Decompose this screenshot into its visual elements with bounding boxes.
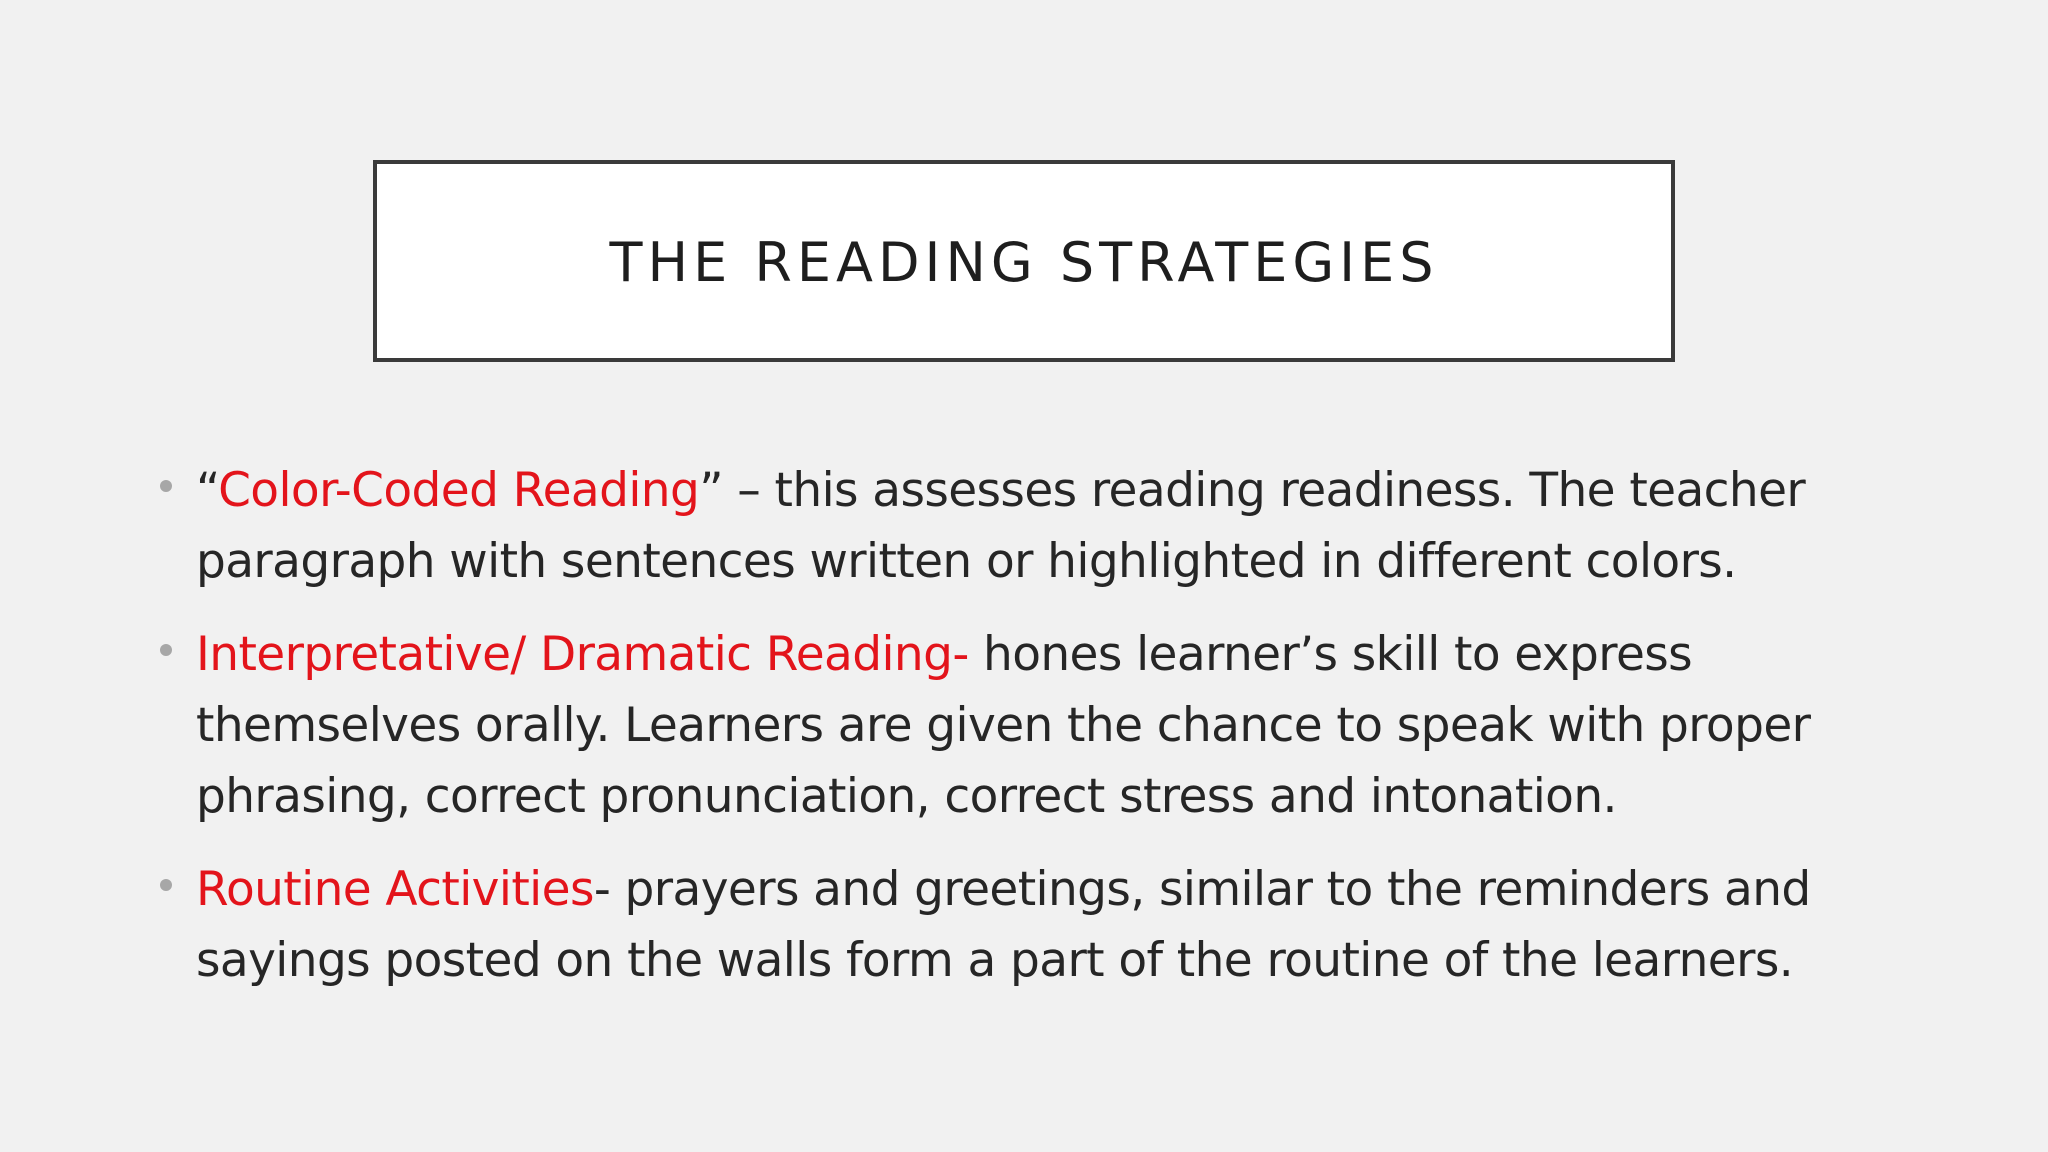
strategy-term: Color-Coded Reading — [218, 463, 700, 518]
bullet-dot-icon — [160, 644, 172, 656]
bullet-dot-icon — [160, 480, 172, 492]
strategy-description: ” – this assesses reading readiness. The teacher — [699, 463, 1806, 518]
bullet-line — [196, 619, 1900, 690]
bullet-line: paragraph with sentences written or highlighted in different colors. — [196, 534, 1737, 589]
bullet-dramatic-reading — [160, 619, 1900, 832]
bullet-line: themselves orally. Learners are given the chance to speak with proper — [196, 698, 1811, 753]
bullet-line: phrasing, correct pronunciation, correct stress and intonation. — [196, 769, 1617, 824]
strategy-term: Interpretative/ Dramatic Reading- — [196, 627, 969, 682]
bullet-dot-icon — [160, 879, 172, 891]
strategy-description: hones learner’s skill to express — [968, 627, 1693, 682]
bullet-color-coded-reading — [160, 455, 1900, 597]
bullet-list — [160, 455, 1900, 1018]
strategy-term: Routine Activities — [196, 862, 594, 917]
slide-title: THE READING STRATEGIES — [609, 230, 1439, 294]
strategy-description: - prayers and greetings, similar to the reminders and — [593, 862, 1811, 917]
title-box — [373, 160, 1675, 362]
open-quote: “ — [196, 463, 219, 518]
bullet-line: sayings posted on the walls form a part of the routine of the learners. — [196, 933, 1794, 988]
bullet-line — [196, 854, 1900, 925]
bullet-routine-activities — [160, 854, 1900, 996]
bullet-line — [196, 455, 1900, 526]
